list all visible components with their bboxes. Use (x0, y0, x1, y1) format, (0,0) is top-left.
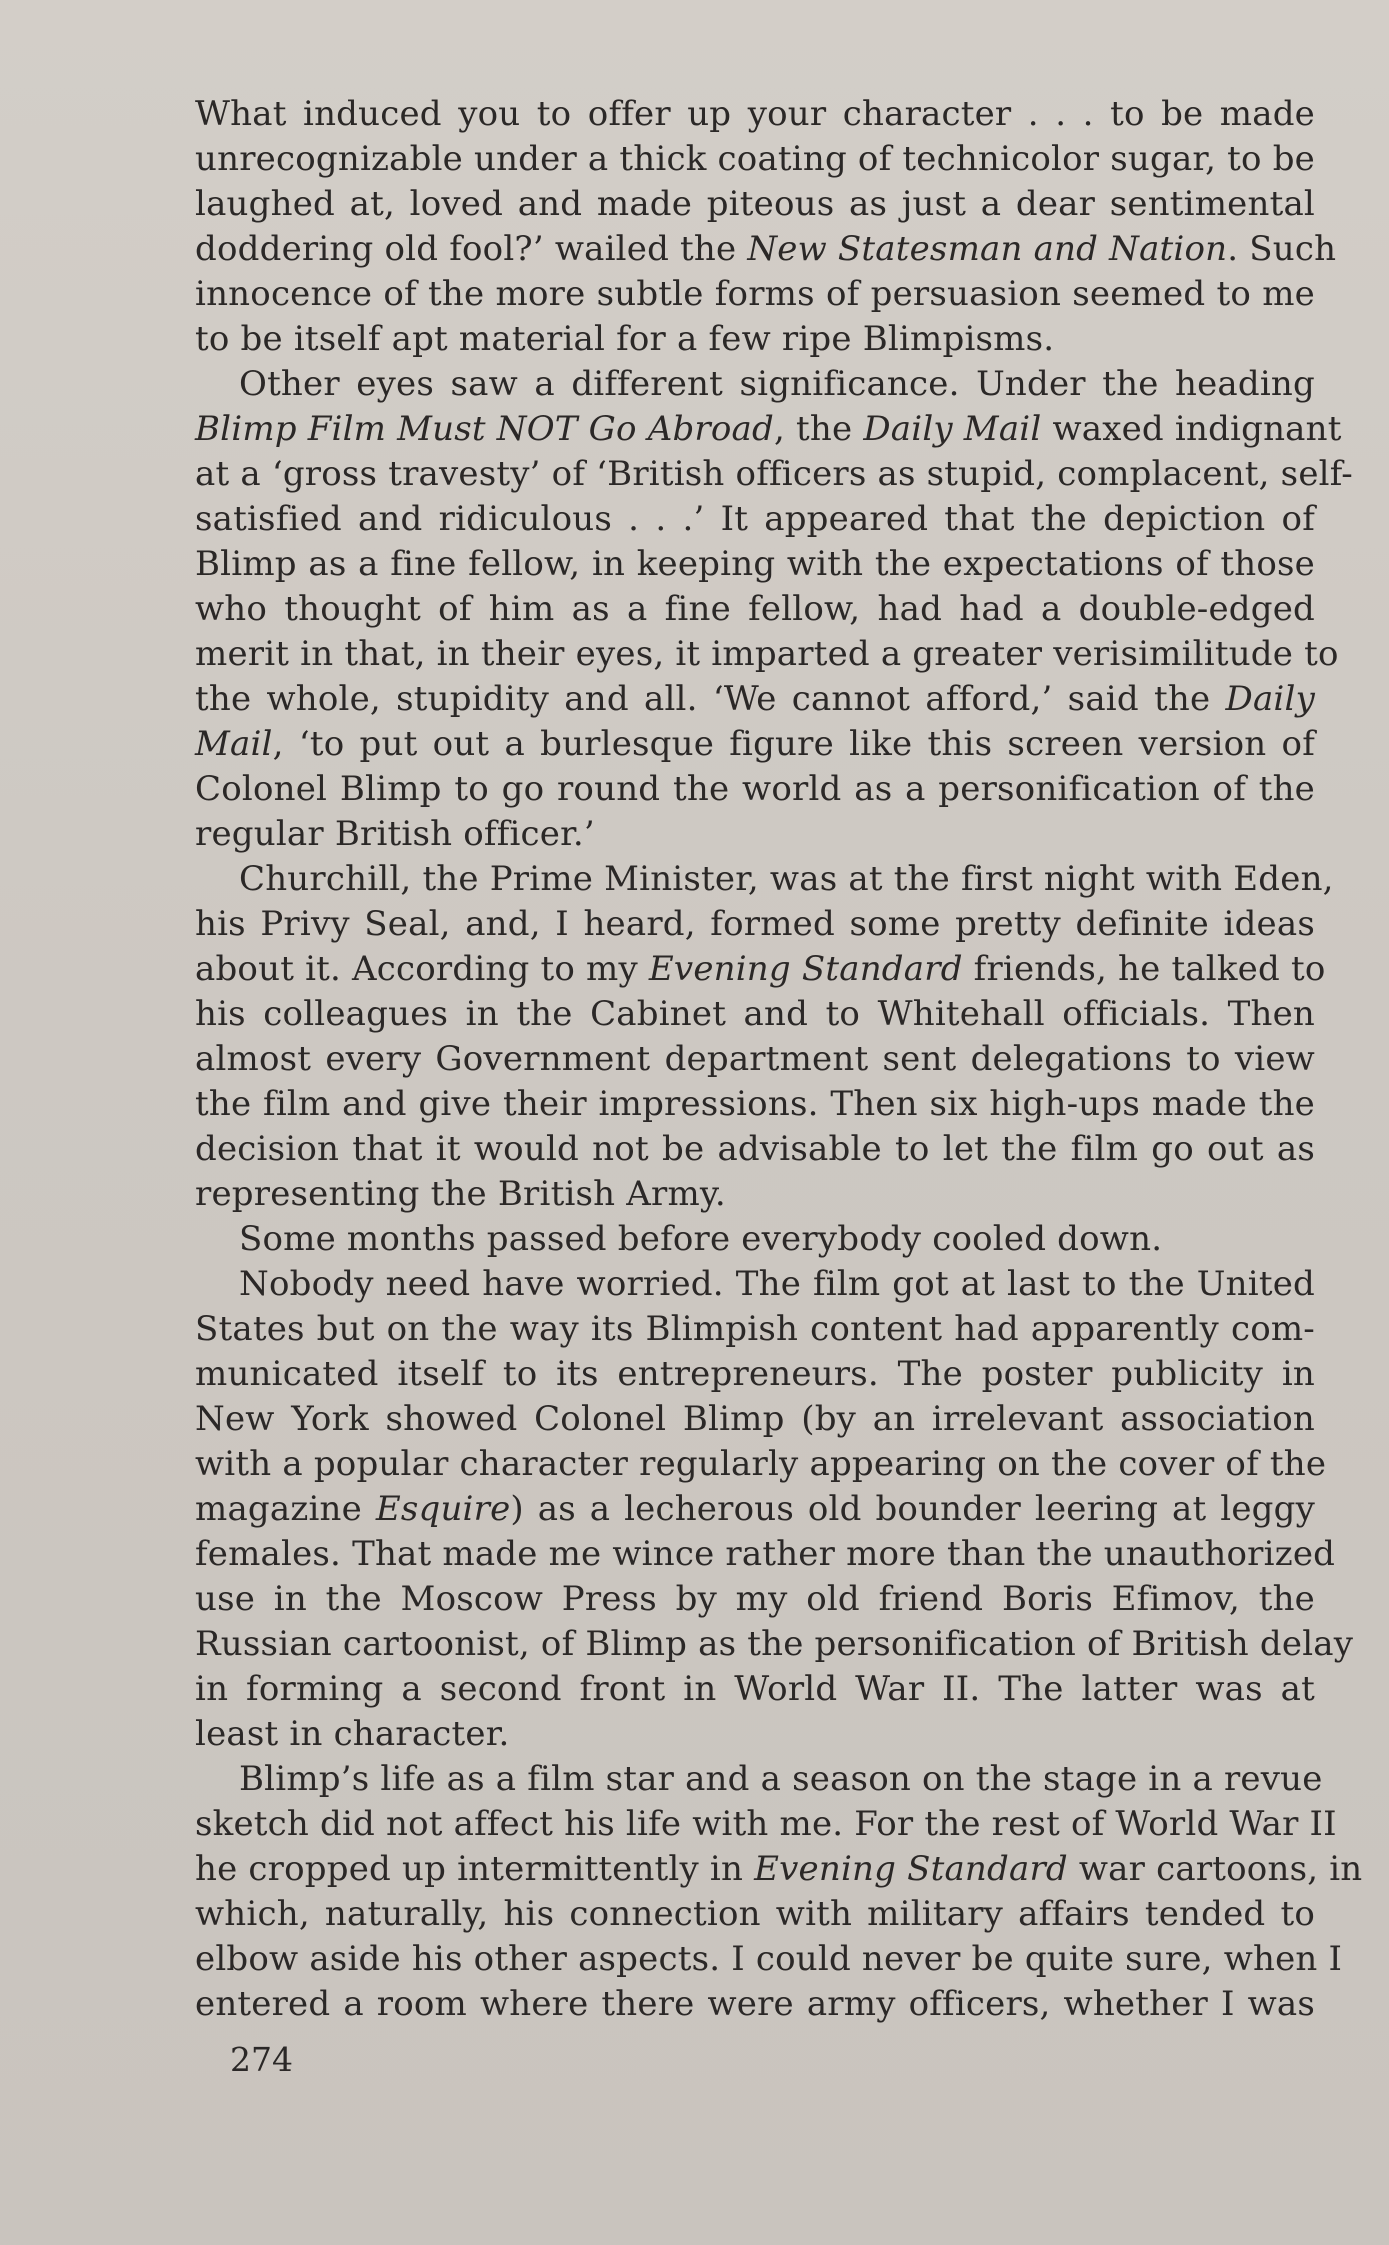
text-line: use in the Moscow Press by my old friend Boris Efimov, the (195, 1579, 1315, 1619)
text-line: Other eyes saw a different significance. Under the heading (239, 364, 1315, 404)
text-line: almost every Government department sent delegations to view (195, 1039, 1315, 1079)
italic-title: Daily Mail (863, 409, 1042, 449)
text-line: municated itself to its entrepreneurs. The poster publicity in (195, 1354, 1315, 1394)
italic-title: Evening Standard (754, 1849, 1068, 1889)
text-line: satisfied and ridiculous . . .’ It appeared that the depiction of (195, 499, 1315, 539)
text-line: his colleagues in the Cabinet and to Whitehall officials. Then (195, 994, 1315, 1034)
text-line: he cropped up intermittently in Evening Standard war cartoons, in (195, 1849, 1363, 1889)
italic-title: Blimp Film Must NOT Go Abroad (195, 409, 774, 449)
text-line: to be itself apt material for a few ripe Blimpisms. (195, 319, 1055, 359)
text-line: States but on the way its Blimpish content had apparently com- (195, 1309, 1315, 1349)
text-line: at a ‘gross travesty’ of ‘British officers as stupid, complacent, self- (195, 454, 1353, 494)
text-line: Nobody need have worried. The film got at last to the United (239, 1264, 1315, 1304)
text-line: decision that it would not be advisable to let the film go out as (195, 1129, 1315, 1169)
italic-title: New Statesman and Nation (747, 229, 1228, 269)
text-line: innocence of the more subtle forms of persuasion seemed to me (195, 274, 1315, 314)
text-line: What induced you to offer up your character . . . to be made (195, 94, 1315, 134)
text-line: unrecognizable under a thick coating of technicolor sugar, to be (195, 139, 1315, 179)
italic-title: Evening Standard (648, 949, 963, 989)
text-line: merit in that, in their eyes, it imparted a greater verisimilitude to (195, 634, 1339, 674)
text-line: who thought of him as a fine fellow, had had a double-edged (195, 589, 1315, 629)
text-line: entered a room where there were army officers, whether I was (195, 1984, 1315, 2024)
text-line: magazine Esquire) as a lecherous old bounder leering at leggy (195, 1489, 1315, 1529)
text-line: about it. According to my Evening Standard friends, he talked to (195, 949, 1326, 989)
text-line: elbow aside his other aspects. I could never be quite sure, when I (195, 1939, 1343, 1979)
page-number: 274 (230, 2040, 293, 2079)
text-line: Colonel Blimp to go round the world as a personification of the (195, 769, 1315, 809)
text-line: females. That made me wince rather more than the unauthorized (195, 1534, 1336, 1574)
text-line: Russian cartoonist, of Blimp as the personification of British delay (195, 1624, 1354, 1664)
text-line: with a popular character regularly appearing on the cover of the (195, 1444, 1327, 1484)
text-line: which, naturally, his connection with military affairs tended to (195, 1894, 1315, 1934)
text-line: representing the British Army. (195, 1174, 726, 1214)
text-line: regular British officer.’ (195, 814, 595, 854)
body-text (195, 92, 1363, 2027)
text-line: Blimp Film Must NOT Go Abroad, the Daily Mail waxed indignant (195, 409, 1342, 449)
italic-title: Daily (1225, 679, 1315, 719)
text-line: in forming a second front in World War II. The latter was at (195, 1669, 1315, 1709)
text-line: least in character. (195, 1714, 510, 1754)
text-line: the whole, stupidity and all. ‘We cannot afford,’ said the Daily (195, 679, 1315, 719)
text-line: Blimp as a fine fellow, in keeping with the expectations of those (195, 544, 1315, 584)
text-line: his Privy Seal, and, I heard, formed some pretty definite ideas (195, 904, 1315, 944)
text-line: sketch did not affect his life with me. For the rest of World War II (195, 1804, 1337, 1844)
text-line: Churchill, the Prime Minister, was at the first night with Eden, (239, 859, 1334, 899)
text-line: New York showed Colonel Blimp (by an irrelevant association (195, 1399, 1315, 1439)
text-line: the film and give their impressions. Then six high-ups made the (195, 1084, 1315, 1124)
text-line: Some months passed before everybody cooled down. (239, 1219, 1163, 1259)
italic-title: Mail (195, 724, 273, 764)
text-line: doddering old fool?’ wailed the New Statesman and Nation. Such (195, 229, 1337, 269)
text-line: laughed at, loved and made piteous as just a dear sentimental (195, 184, 1315, 224)
text-line: Blimp’s life as a film star and a season on the stage in a revue (239, 1759, 1323, 1799)
italic-title: Esquire (375, 1489, 511, 1529)
text-line: Mail, ‘to put out a burlesque figure like this screen version of (195, 724, 1315, 764)
